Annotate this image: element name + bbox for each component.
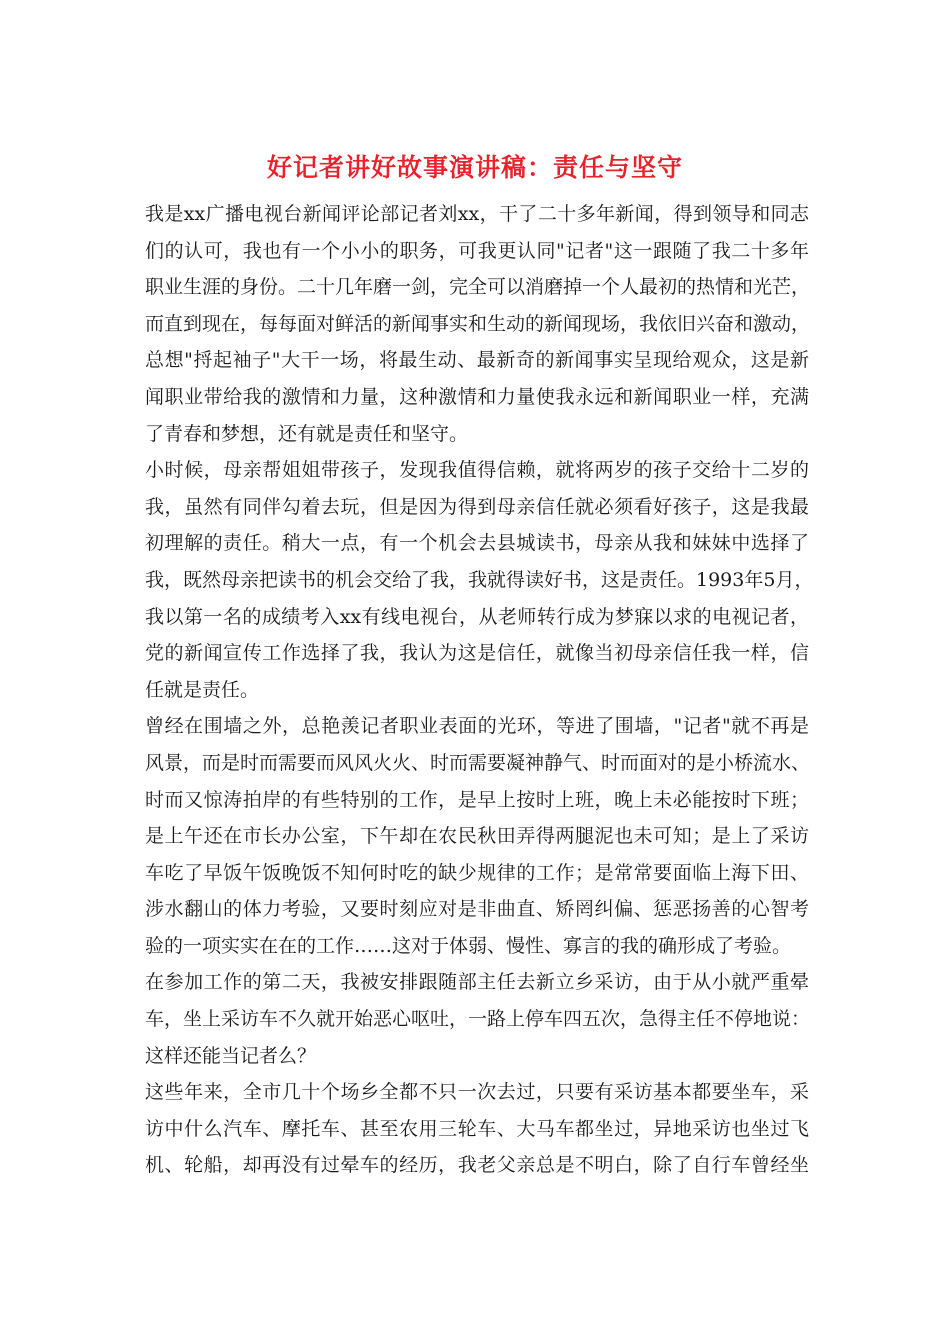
paragraph: [145, 964, 809, 1074]
text-line: 车，坐上采访车不久就开始恶心呕吐，一路上停车四五次，急得主任不停地说：: [145, 1008, 811, 1031]
text-line: 是上午还在市长办公室，下午却在农民秋田弄得两腿泥也未可知；是上了采访: [145, 825, 809, 848]
text-line: 了青春和梦想，还有就是责任和坚守。: [145, 422, 469, 445]
text-line: 时而又惊涛拍岸的有些特别的工作，是早上按时上班，晚上未必能按时下班；: [145, 788, 809, 811]
text-line: 我以第一名的成绩考入xx有线电视台，从老师转行成为梦寐以求的电视记者，: [145, 605, 809, 628]
text-line: 这样还能当记者么？: [145, 1044, 317, 1067]
text-line: 任就是责任。: [145, 678, 260, 701]
text-line: 在参加工作的第二天，我被安排跟随部主任去新立乡采访，由于从小就严重晕: [145, 971, 809, 994]
paragraph: [145, 196, 809, 452]
text-line: 访中什么汽车、摩托车、甚至农用三轮车、大马车都坐过，异地采访也坐过飞: [145, 1117, 809, 1140]
text-line: 这些年来，全市几十个场乡全都不只一次去过，只要有采访基本都要坐车，采: [145, 1081, 809, 1104]
text-line: 初理解的责任。稍大一点，有一个机会去县城读书，母亲从我和妹妹中选择了: [145, 532, 809, 555]
document-title: 好记者讲好故事演讲稿：责任与坚守: [266, 153, 683, 182]
document-body: [145, 196, 814, 1184]
text-line: 闻职业带给我的激情和力量，这种激情和力量使我永远和新闻职业一样，充满: [145, 385, 809, 408]
text-line: 总想"捋起袖子"大干一场，将最生动、最新奇的新闻事实呈现给观众，这是新: [145, 349, 809, 372]
text-line: 机、轮船，却再没有过晕车的经历，我老父亲总是不明白，除了自行车曾经坐: [145, 1154, 809, 1177]
text-line: 职业生涯的身份。二十几年磨一剑，完全可以消磨掉一个人最初的热情和光芒，: [145, 276, 811, 299]
paragraph: [145, 1074, 809, 1184]
text-line: 验的一项实实在在的工作……这对于体弱、慢性、寡言的我的确形成了考验。: [145, 934, 792, 957]
text-line: 我是xx广播电视台新闻评论部记者刘xx，干了二十多年新闻，得到领导和同志: [145, 203, 809, 225]
text-line: 车吃了早饭午饭晚饭不知何时吃的缺少规律的工作；是常常要面临上海下田、: [145, 861, 809, 884]
text-line: 们的认可，我也有一个小小的职务，可我更认同"记者"这一跟随了我二十多年: [145, 239, 809, 262]
text-line: 小时候，母亲帮姐姐带孩子，发现我值得信赖，就将两岁的孩子交给十二岁的: [145, 459, 809, 482]
paragraph: [145, 452, 814, 708]
text-line: 曾经在围墙之外，总艳羡记者职业表面的光环，等进了围墙，"记者"就不再是: [145, 715, 809, 738]
text-line: 我，既然母亲把读书的机会交给了我，我就得读好书，这是责任。1993年5月，: [145, 568, 814, 591]
text-line: 党的新闻宣传工作选择了我，我认为这是信任，就像当初母亲信任我一样，信: [145, 642, 809, 665]
text-line: 而直到现在，每每面对鲜活的新闻事实和生动的新闻现场，我依旧兴奋和激动，: [145, 312, 811, 335]
text-line: 我，虽然有同伴勾着去玩，但是因为得到母亲信任就必须看好孩子，这是我最: [145, 495, 809, 518]
text-line: 风景，而是时而需要而风风火火、时而需要凝神静气、时而面对的是小桥流水、: [145, 751, 811, 774]
paragraph: [145, 708, 809, 964]
text-line: 涉水翻山的体力考验，又要时刻应对是非曲直、矫罔纠偏、惩恶扬善的心智考: [145, 898, 809, 921]
